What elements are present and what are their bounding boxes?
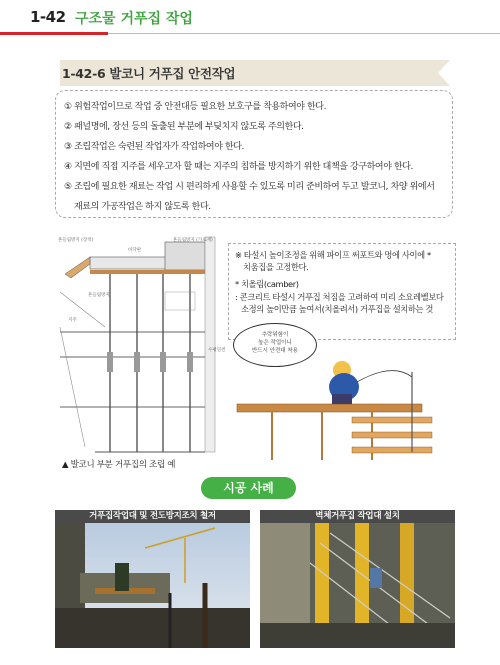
drawing-labels — [58, 237, 228, 437]
drawing-label: 바닥판 — [128, 248, 142, 253]
drawing-label: 수평연결 — [208, 348, 226, 353]
rule-item: ③ 조립작업은 숙련된 작업자가 작업하여야 한다. — [64, 142, 245, 152]
chapter-number: 1-42 — [30, 8, 66, 26]
note-line: : 콘크리트 타설시 거푸집 처짐을 고려하여 미리 소요레벨보다 — [235, 292, 444, 302]
case-examples-title: 시공 사례 — [201, 477, 296, 499]
drawing-label: 지주 — [68, 318, 77, 323]
header-accent-line — [0, 32, 108, 35]
section-title: 1-42-6 발코니 거푸집 안전작업 — [62, 66, 236, 81]
chapter-title: 구조물 거푸집 작업 — [75, 11, 193, 27]
speech-bubble — [233, 323, 317, 367]
drawing-label: 흔들림방지 (장척) — [58, 238, 94, 243]
rule-item: ② 패널명에, 장선 등의 돌출된 부분에 부딪치지 않도록 주의한다. — [64, 122, 304, 132]
rule-item: ④ 지면에 직접 지주를 세우고자 할 때는 지주의 침하를 방지하기 위한 대책을 강구하여야 한다. — [64, 162, 414, 172]
speech-line: 높은 작업이니 — [258, 340, 292, 346]
drawing-label: 흔들림방지 (가로재) — [173, 238, 213, 243]
figure-caption: ▲ 발코니 부분 거푸집의 조립 예 — [62, 460, 176, 470]
speech-line: 추락위험이 — [261, 332, 289, 338]
rule-item: 재료의 가공작업은 하지 않도록 한다. — [74, 202, 211, 212]
note-line: 소정의 높이만큼 높여서(치올려서) 거푸집을 설치하는 것 — [241, 304, 434, 314]
wall-formwork-platform-photo — [260, 523, 455, 648]
photo-title: 거푸집작업대 및 전도방지조치 철저 — [55, 510, 250, 523]
header-divider — [108, 33, 500, 34]
note-line: ※ 타설시 높이조정을 위해 파이프 써포트와 멍에 사이에 * — [235, 250, 431, 260]
note-line: 치움집을 고정한다. — [243, 262, 309, 272]
formwork-platform-photo — [55, 523, 250, 648]
safety-rules-box — [55, 90, 453, 218]
speech-line: 반드시 안전대 착용 — [251, 348, 298, 354]
photo-title: 벽체거푸집 작업대 설치 — [260, 510, 455, 523]
worker-illustration — [232, 352, 457, 462]
section-banner-tip — [438, 60, 450, 86]
drawing-label: 흔들림방지 — [88, 293, 110, 298]
rule-item: ① 위험작업이므로 작업 중 안전대등 필요한 보호구를 착용하여야 한다. — [64, 102, 327, 112]
note-line: * 치올림(camber) — [235, 279, 299, 289]
rule-item: ⑤ 조립에 필요한 재료는 작업 시 편리하게 사용할 수 있도록 미리 준비하여 두고 발코니, 차양 위에서 — [64, 182, 435, 192]
